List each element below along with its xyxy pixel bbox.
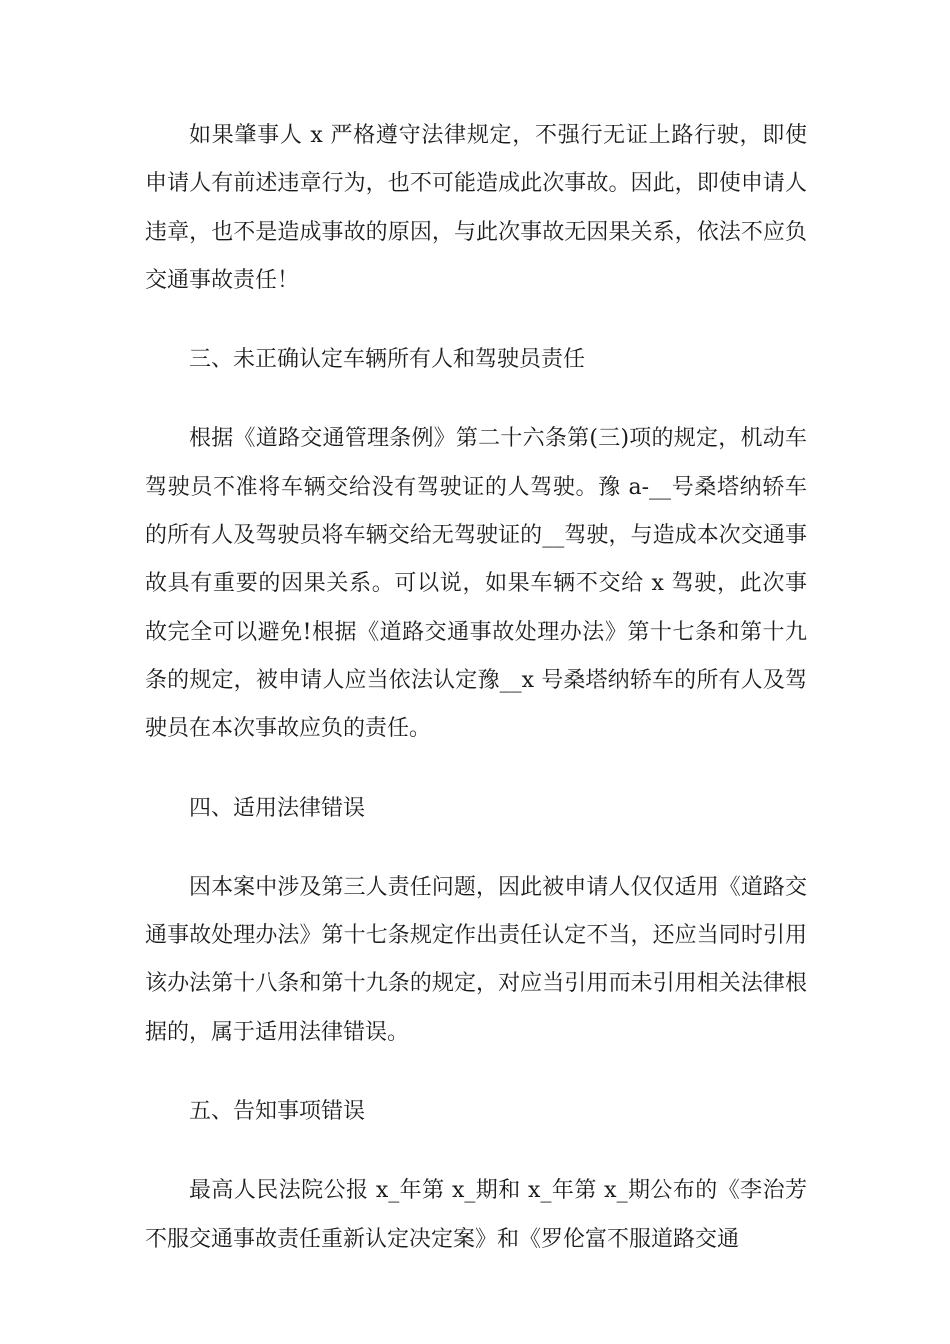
document-body: [145, 112, 807, 1295]
section-heading-3: 三、未正确认定车辆所有人和驾驶员责任: [189, 347, 586, 373]
paragraph-law-application: 因本案中涉及第三人责任问题，因此被申请人仅仅适用《道路交通事故处理办法》第十七条规定作出责任认定不当，还应当同时引用该办法第十八条和第十九条的规定，对应当引用而未引用相关法律根据的，属于适用法律错误。: [145, 874, 807, 1045]
section-heading-5: 五、告知事项错误: [189, 1099, 366, 1125]
paragraph-vehicle-owner-liability: 根据《道路交通管理条例》第二十六条第(三)项的规定，机动车驾驶员不准将车辆交给没有驾驶证的人驾驶。豫 a-__号桑塔纳轿车的所有人及驾驶员将车辆交给无驾驶证的__驾驶，与造成本次交通事故具有重要的因果关系。可以说，如果车辆不交给 x 驾驶，此次事故完全可以避免!根据《道路交通事故处理办法》第十七条和第十九条的规定，被申请人应当依法认定豫__x 号桑塔纳轿车的所有人及驾驶员在本次事故应负的责任。: [145, 426, 807, 742]
paragraph-cause-analysis: 如果肇事人 x 严格遵守法律规定，不强行无证上路行驶，即使申请人有前述违章行为，也不可能造成此次事故。因此，即使申请人违章，也不是造成事故的原因，与此次事故无因果关系，依法不应负交通事故责任！: [145, 123, 807, 293]
section-heading-4: 四、适用法律错误: [189, 795, 366, 821]
paragraph-notice-error: 最高人民法院公报 x_年第 x_期和 x_年第 x_期公布的《李治芳不服交通事故责任重新认定决定案》和《罗伦富不服道路交通: [145, 1178, 807, 1252]
